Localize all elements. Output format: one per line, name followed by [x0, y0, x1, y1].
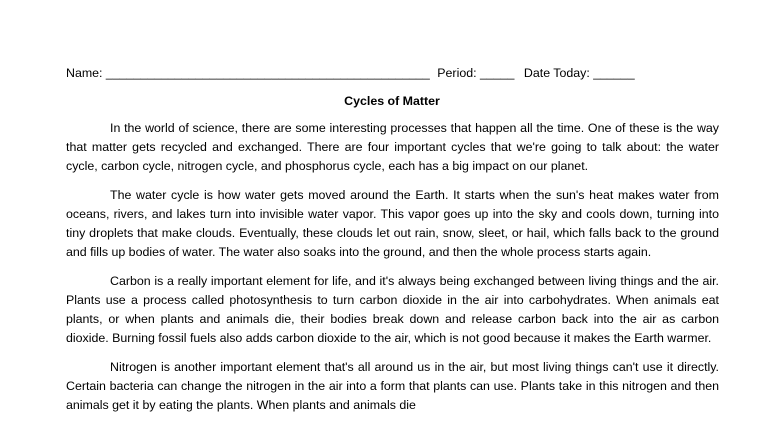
period-field-label: Period: _____ [437, 66, 515, 80]
student-info-header [66, 64, 718, 83]
paragraph-water-cycle: The water cycle is how water gets moved around the Earth. It starts when the sun's heat makes water from oceans, rivers, and lakes turn into invisible water vapor. This vapor goes up into the sky and cools down, turning into tiny droplets that make clouds. Eventually, these clouds let out rain, snow, sleet, or hail, which falls back to the ground and fills up bodies of water. The water also soaks into the ground, and then the whole process starts again. [66, 188, 719, 259]
paragraph-intro: In the world of science, there are some interesting processes that happen all the time. One of these is the way that matter gets recycled and exchanged. There are four important cycles that we're going to talk about: the water cycle, carbon cycle, nitrogen cycle, and phosphorus cycle, each has a big impact on our planet. [66, 121, 719, 173]
document-body [66, 119, 719, 425]
name-field-label: Name: _______________________________________________ [66, 66, 430, 80]
paragraph-nitrogen-cycle: Nitrogen is another important element that's all around us in the air, but most living things can't use it directly. Certain bacteria can change the nitrogen in the air into a form that plants can use. Plants take in this nitrogen and then animals get it by eating the plants. When plants and animals die [66, 360, 719, 412]
paragraph-carbon-cycle: Carbon is a really important element for life, and it's always being exchanged between living things and the air. Plants use a process called photosynthesis to turn carbon dioxide in the air into carbohydrates. When animals eat plants, or when plants and animals die, their bodies break down and release carbon back into the air as carbon dioxide. Burning fossil fuels also adds carbon dioxide to the air, which is not good because it makes the Earth warmer. [66, 274, 719, 345]
page-title: Cycles of Matter [344, 94, 440, 108]
date-field-label: Date Today: ______ [523, 66, 635, 80]
